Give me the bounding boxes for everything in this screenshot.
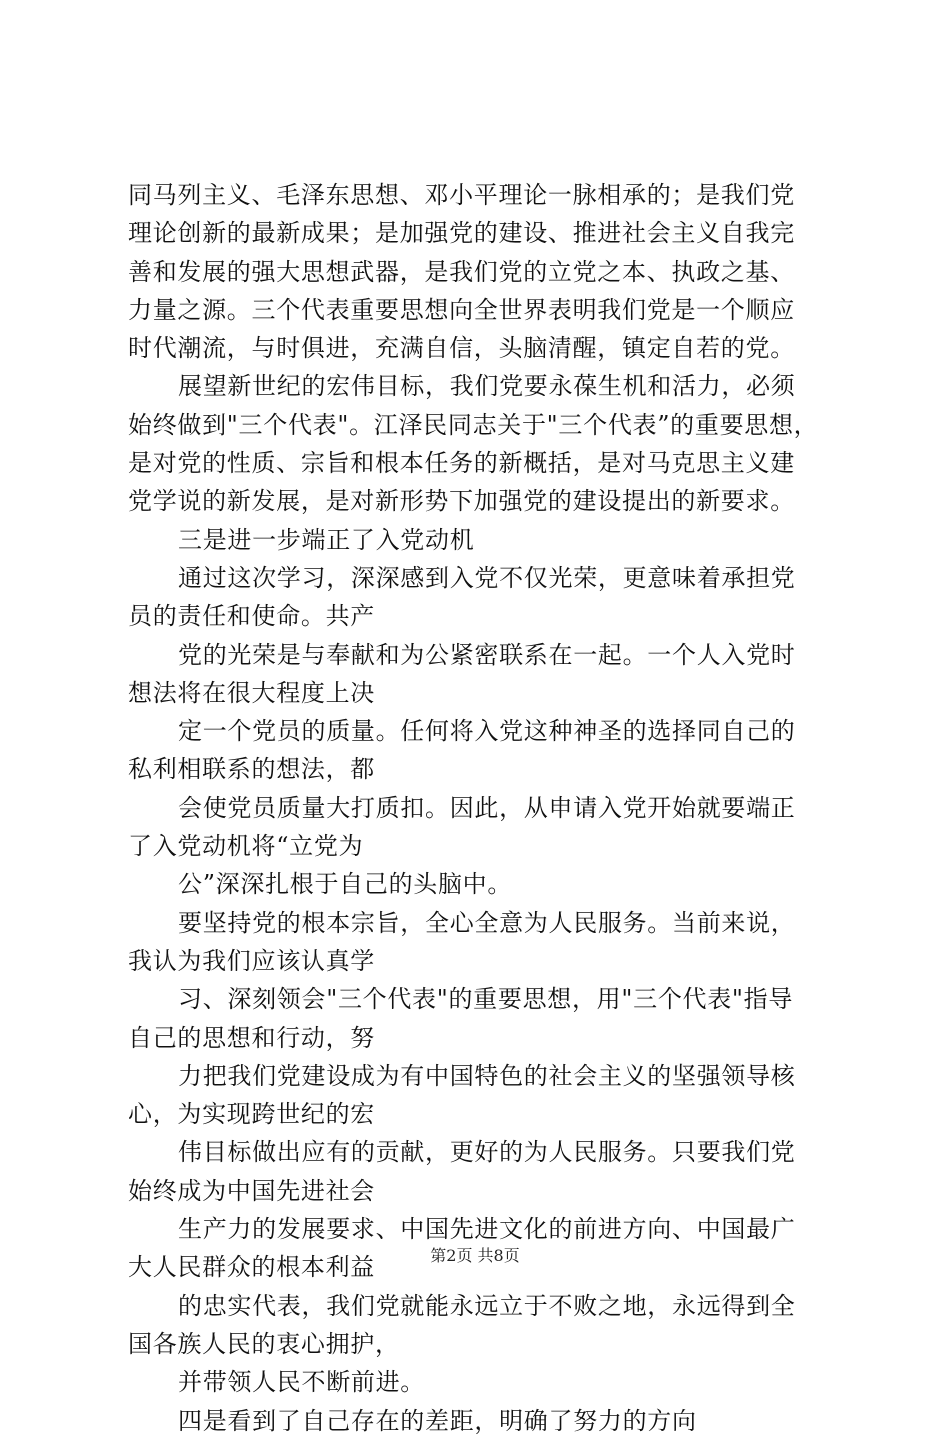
text-line: 要坚持党的根本宗旨，全心全意为人民服务。当前来说， bbox=[178, 908, 796, 937]
text-line: 党的光荣是与奉献和为公紧密联系在一起。一个人入党时 bbox=[178, 640, 796, 669]
text-line: 并带领人民不断前进。 bbox=[178, 1368, 425, 1397]
text-line: 大人民群众的根本利益 bbox=[128, 1253, 375, 1282]
text-line: 会使党员质量大打质扣。因此，从申请入党开始就要端正 bbox=[178, 793, 796, 822]
text-line: 是对党的性质、宗旨和根本任务的新概括，是对马克思主义建 bbox=[128, 449, 795, 478]
text-line: 始终做到"三个代表"。江泽民同志关于"三个代表”的重要思想， bbox=[128, 410, 819, 439]
text-line: 我认为我们应该认真学 bbox=[128, 946, 375, 975]
text-line: 时代潮流，与时俱进，充满自信，头脑清醒，镇定自若的党。 bbox=[128, 334, 795, 363]
text-line: 力把我们党建设成为有中国特色的社会主义的坚强领导核 bbox=[178, 1061, 796, 1090]
text-line: 国各族人民的衷心拥护， bbox=[128, 1329, 400, 1358]
text-line: 习、深刻领会"三个代表"的重要思想，用"三个代表"指导 bbox=[178, 985, 794, 1014]
text-line: 想法将在很大程度上决 bbox=[128, 678, 375, 707]
text-line: 力量之源。三个代表重要思想向全世界表明我们党是一个顺应 bbox=[128, 295, 795, 324]
text-line: 了入党动机将“立党为 bbox=[128, 832, 364, 861]
text-line: 善和发展的强大思想武器，是我们党的立党之本、执政之基、 bbox=[128, 257, 795, 286]
text-line: 自己的思想和行动，努 bbox=[128, 1023, 375, 1052]
text-line: 同马列主义、毛泽东思想、邓小平理论一脉相承的；是我们党 bbox=[128, 181, 795, 209]
text-line: 伟目标做出应有的贡献，更好的为人民服务。只要我们党 bbox=[178, 1138, 796, 1167]
text-line: 通过这次学习，深深感到入党不仅光荣，更意味着承担党 bbox=[178, 563, 796, 592]
text-line: 私利相联系的想法，都 bbox=[128, 755, 375, 784]
text-line: 展望新世纪的宏伟目标，我们党要永葆生机和活力，必须 bbox=[178, 372, 796, 401]
text-line: 党学说的新发展，是对新形势下加强党的建设提出的新要求。 bbox=[128, 487, 795, 516]
text-line: 理论创新的最新成果；是加强党的建设、推进社会主义自我完 bbox=[128, 219, 795, 248]
text-line: 定一个党员的质量。任何将入党这种神圣的选择同自己的 bbox=[178, 717, 796, 746]
text-line: 生产力的发展要求、中国先进文化的前进方向、中国最广 bbox=[178, 1215, 796, 1244]
text-line: 公”深深扎根于自己的头脑中。 bbox=[178, 870, 513, 899]
text-line: 心，为实现跨世纪的宏 bbox=[128, 1100, 375, 1129]
text-line: 始终成为中国先进社会 bbox=[128, 1176, 375, 1205]
text-line: 员的责任和使命。共产 bbox=[128, 602, 375, 631]
text-line: 的忠实代表，我们党就能永远立于不败之地，永远得到全 bbox=[178, 1291, 796, 1320]
text-line: 四是看到了自己存在的差距，明确了努力的方向 bbox=[178, 1406, 697, 1435]
text-line: 三是进一步端正了入党动机 bbox=[178, 525, 475, 554]
page-footer: 第2页 共8页 bbox=[430, 1246, 520, 1265]
